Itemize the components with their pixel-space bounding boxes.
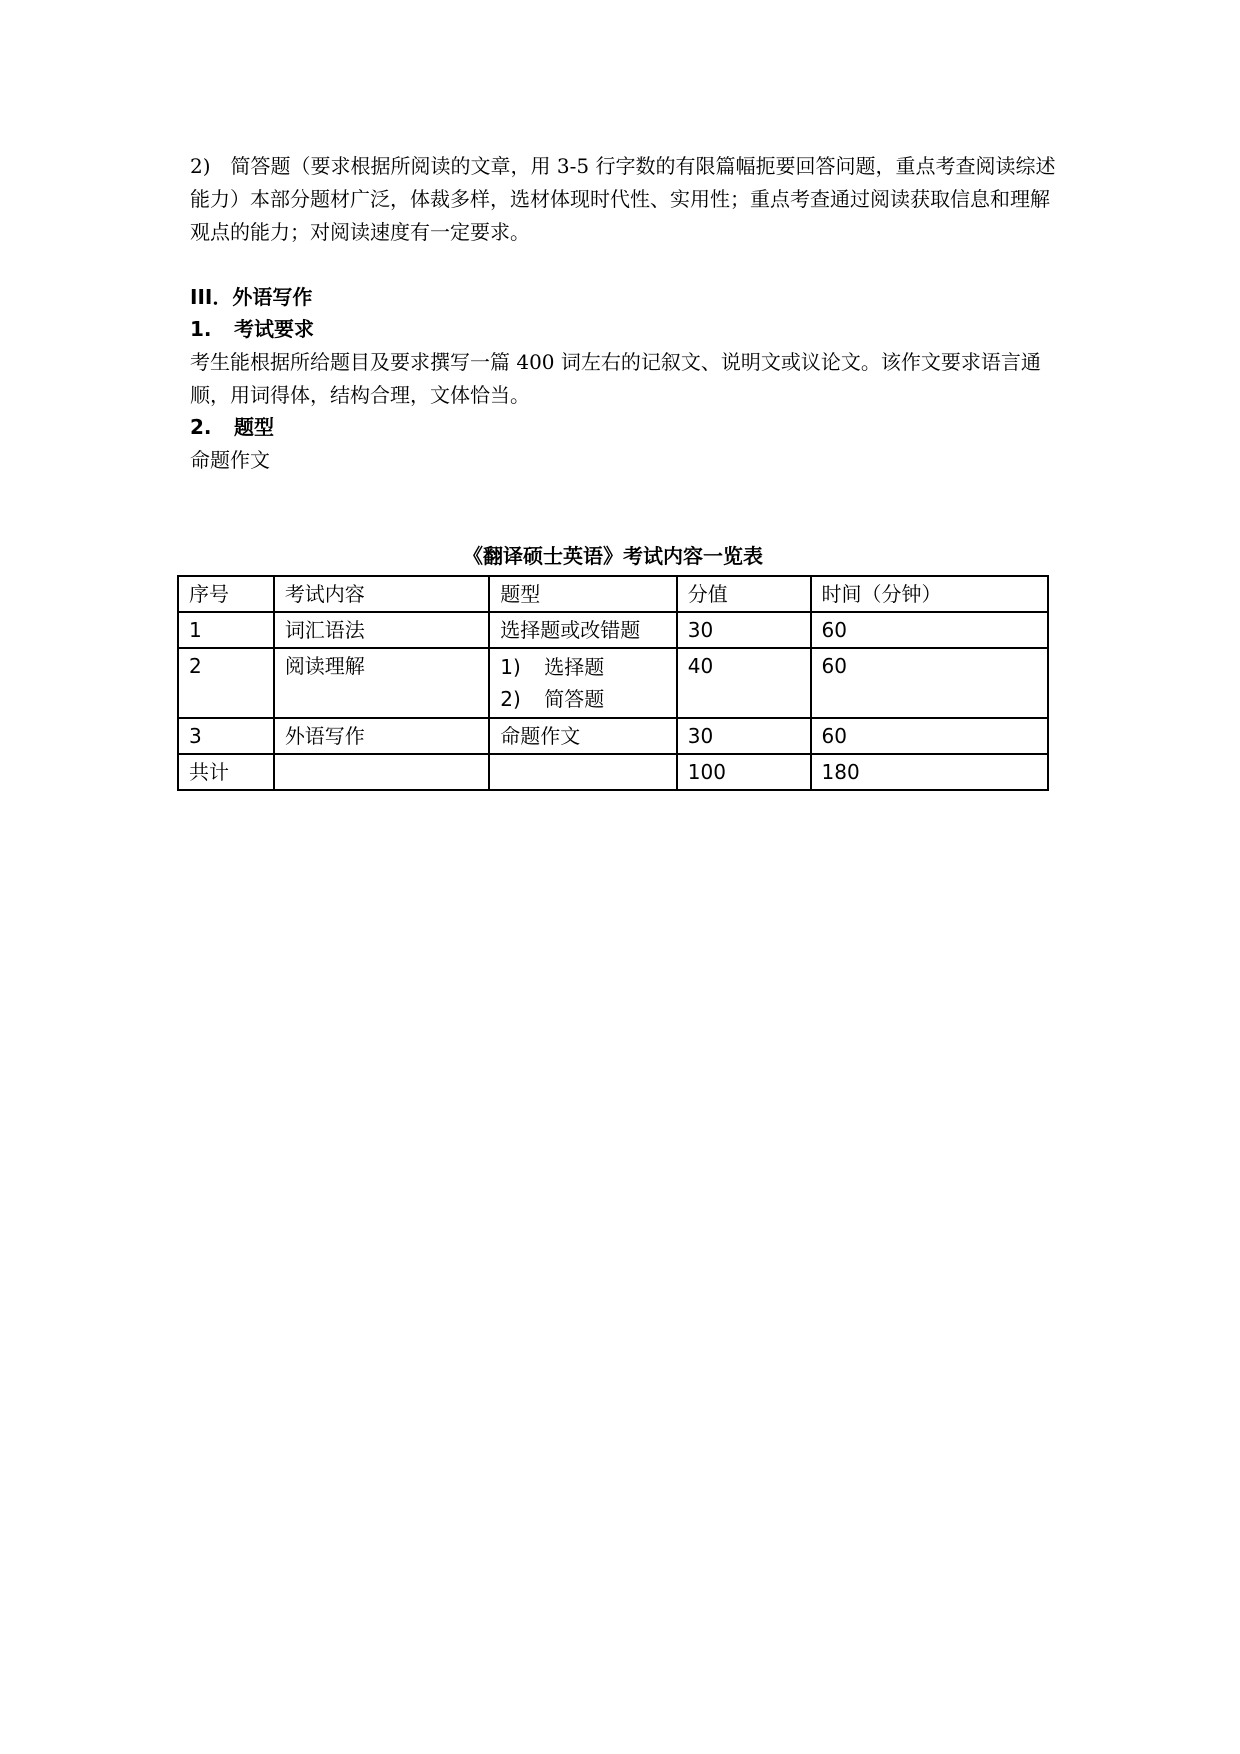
- cell-type: [489, 754, 677, 790]
- header-cell: 题型: [489, 576, 677, 612]
- subheading-question-type: [190, 413, 274, 441]
- cell-type: [489, 648, 677, 718]
- cell-score: 100: [677, 754, 811, 790]
- cell-no: 共计: [178, 754, 274, 790]
- cell-time: 60: [811, 648, 1048, 718]
- cell-time: 60: [811, 718, 1048, 754]
- type-subitem: [500, 683, 666, 715]
- cell-time: 60: [811, 612, 1048, 648]
- header-cell: 考试内容: [274, 576, 489, 612]
- header-cell: 序号: [178, 576, 274, 612]
- subheading-number: 1.: [190, 317, 212, 341]
- table-row: [178, 612, 1048, 648]
- subheading-label: 考试要求: [234, 317, 314, 341]
- cell-content: 外语写作: [274, 718, 489, 754]
- table-row: [178, 718, 1048, 754]
- cell-content: 阅读理解: [274, 648, 489, 718]
- subheading-exam-requirements: [190, 315, 314, 343]
- type-subitem-index: 2): [500, 687, 521, 711]
- cell-no: 2: [178, 648, 274, 718]
- cell-type: 命题作文: [489, 718, 677, 754]
- type-subitem: [500, 651, 666, 683]
- cell-content: 词汇语法: [274, 612, 489, 648]
- type-subitem-label: 简答题: [544, 687, 605, 711]
- cell-score: 40: [677, 648, 811, 718]
- type-subitem-index: 1): [500, 655, 521, 679]
- table-row: [178, 648, 1048, 718]
- exam-content-table: [177, 575, 1049, 791]
- cell-time: 180: [811, 754, 1048, 790]
- subheading-number: 2.: [190, 415, 212, 439]
- type-subitem-label: 选择题: [544, 655, 605, 679]
- cell-content: [274, 754, 489, 790]
- header-cell: 分值: [677, 576, 811, 612]
- cell-no: 3: [178, 718, 274, 754]
- table-title: 《翻译硕士英语》考试内容一览表: [463, 544, 763, 568]
- writing-requirements-paragraph: 考生能根据所给题目及要求撰写一篇 400 词左右的记叙文、说明文或议论文。该作文要求语言通顺，用词得体，结构合理，文体恰当。: [190, 350, 1041, 407]
- cell-type: 选择题或改错题: [489, 612, 677, 648]
- table-header-row: [178, 576, 1048, 612]
- cell-score: 30: [677, 718, 811, 754]
- cell-score: 30: [677, 612, 811, 648]
- header-cell: 时间（分钟）: [811, 576, 1048, 612]
- subheading-label: 题型: [234, 415, 274, 439]
- cell-no: 1: [178, 612, 274, 648]
- reading-short-answer-paragraph: 2) 简答题（要求根据所阅读的文章，用 3-5 行字数的有限篇幅扼要回答问题，重点考查阅读综述能力）本部分题材广泛，体裁多样，选材体现时代性、实用性；重点考查通过阅读获取信息和理解观点的能力；对阅读速度有一定要求。: [190, 154, 1056, 244]
- table-row-total: [178, 754, 1048, 790]
- question-type-text: 命题作文: [190, 448, 270, 472]
- section-heading-writing: III．外语写作: [190, 285, 313, 309]
